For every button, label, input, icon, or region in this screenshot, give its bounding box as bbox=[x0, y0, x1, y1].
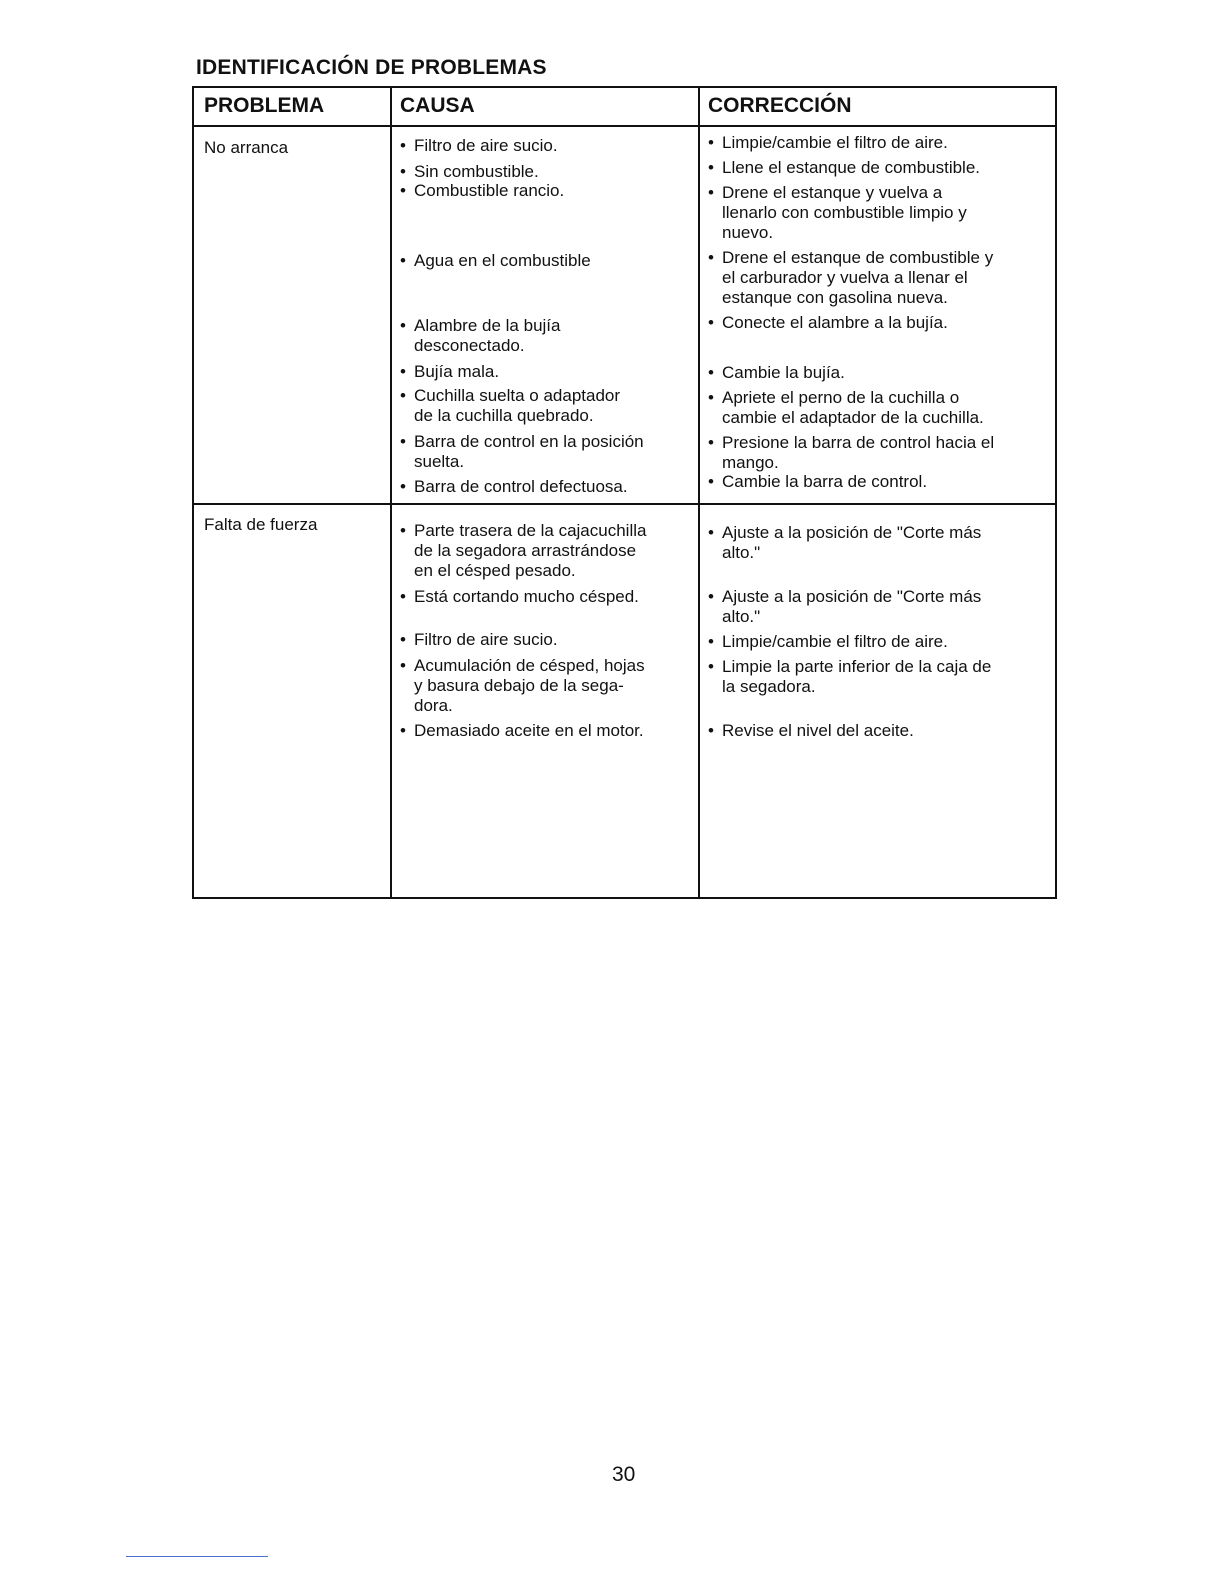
troubleshooting-table bbox=[192, 86, 1057, 899]
header-causa: CAUSA bbox=[400, 94, 475, 117]
correction-item: • Ajuste a la posición de "Corte más alto." bbox=[708, 587, 1062, 627]
correction-item: • Drene el estanque y vuelva a llenarlo con combustible limpio y nuevo. bbox=[708, 183, 1062, 243]
cause-item: • Acumulación de césped, hojas y basura debajo de la sega- dora. bbox=[400, 656, 704, 716]
correction-item: • Conecte el alambre a la bujía. bbox=[708, 313, 1062, 333]
correction-item: • Limpie la parte inferior de la caja de la segadora. bbox=[708, 657, 1062, 697]
cause-item: • Filtro de aire sucio. bbox=[400, 136, 704, 156]
cause-item: • Agua en el combustible bbox=[400, 251, 704, 271]
header-divider bbox=[194, 125, 1055, 127]
correction-item: • Ajuste a la posición de "Corte más alto." bbox=[708, 523, 1062, 563]
cause-item: • Alambre de la bujía desconectado. bbox=[400, 316, 704, 356]
correction-item: • Limpie/cambie el filtro de aire. bbox=[708, 133, 1062, 153]
page-number: 30 bbox=[612, 1463, 636, 1486]
cause-item: • Cuchilla suelta o adaptador de la cuchilla quebrado. bbox=[400, 386, 704, 426]
cause-item: • Parte trasera de la cajacuchilla de la segadora arrastrándose en el césped pesado. bbox=[400, 521, 704, 581]
page-title: IDENTIFICACIÓN DE PROBLEMAS bbox=[196, 56, 547, 79]
correction-item: • Presione la barra de control hacia el mango. bbox=[708, 433, 1062, 473]
row-divider bbox=[194, 503, 1055, 505]
header-problema: PROBLEMA bbox=[204, 94, 325, 117]
column-divider bbox=[390, 88, 392, 897]
cause-item: • Combustible rancio. bbox=[400, 181, 704, 201]
correction-item: • Llene el estanque de combustible. bbox=[708, 158, 1062, 178]
cause-item: • Bujía mala. bbox=[400, 362, 704, 382]
footer-rule bbox=[126, 1556, 268, 1557]
cause-item: • Filtro de aire sucio. bbox=[400, 630, 704, 650]
correction-item: • Limpie/cambie el filtro de aire. bbox=[708, 632, 1062, 652]
cause-item: • Demasiado aceite en el motor. bbox=[400, 721, 704, 741]
problem-cell: Falta de fuerza bbox=[204, 515, 318, 534]
cause-item: • Sin combustible. bbox=[400, 162, 704, 182]
correction-item: • Cambie la barra de control. bbox=[708, 472, 1062, 492]
correction-item: • Revise el nivel del aceite. bbox=[708, 721, 1062, 741]
correction-item: • Apriete el perno de la cuchilla o cambie el adaptador de la cuchilla. bbox=[708, 388, 1062, 428]
header-correccion: CORRECCIÓN bbox=[708, 94, 852, 117]
cause-item: • Está cortando mucho césped. bbox=[400, 587, 704, 607]
correction-item: • Cambie la bujía. bbox=[708, 363, 1062, 383]
correction-item: • Drene el estanque de combustible y el carburador y vuelva a llenar el estanque con gasolina nueva. bbox=[708, 248, 1062, 308]
cause-item: • Barra de control en la posición suelta. bbox=[400, 432, 704, 472]
problem-cell: No arranca bbox=[204, 138, 289, 157]
cause-item: • Barra de control defectuosa. bbox=[400, 477, 704, 497]
